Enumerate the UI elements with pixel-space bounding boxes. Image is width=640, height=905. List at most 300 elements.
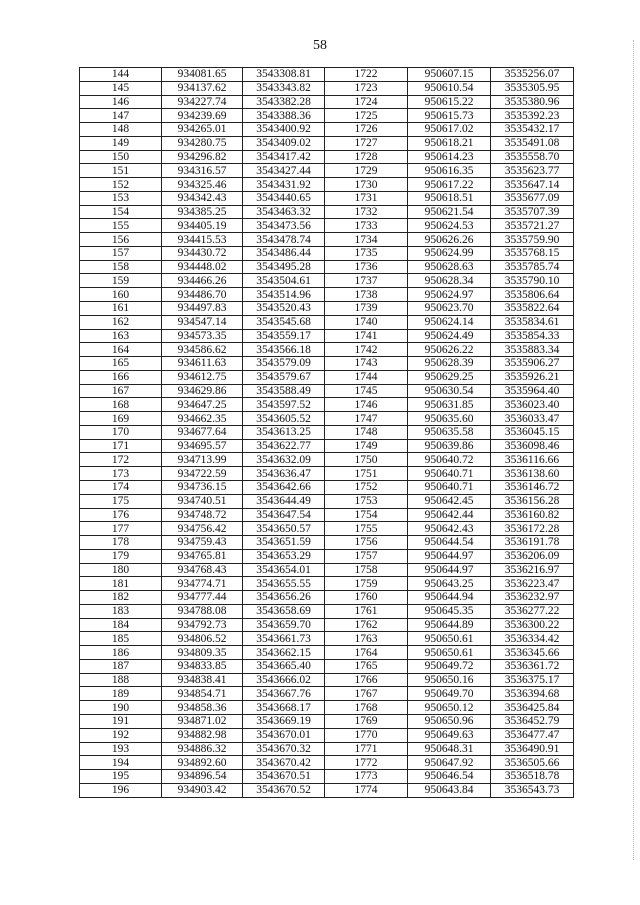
point-number-cell: 1740 xyxy=(325,315,408,329)
point-number-cell: 189 xyxy=(80,687,162,701)
y-coordinate-cell: 3543463.32 xyxy=(243,205,325,219)
table-row xyxy=(80,384,574,398)
point-number-cell: 1728 xyxy=(325,150,408,164)
point-number-cell: 1749 xyxy=(325,439,408,453)
point-number-cell: 147 xyxy=(80,109,162,123)
y-coordinate-cell: 3536300.22 xyxy=(491,618,574,632)
x-coordinate-cell: 950643.84 xyxy=(408,783,491,797)
x-coordinate-cell: 934838.41 xyxy=(162,673,243,687)
coordinates-table-body xyxy=(80,68,574,798)
point-number-cell: 1774 xyxy=(325,783,408,797)
point-number-cell: 1751 xyxy=(325,467,408,481)
table-row xyxy=(80,728,574,742)
x-coordinate-cell: 950617.02 xyxy=(408,123,491,137)
y-coordinate-cell: 3536277.22 xyxy=(491,604,574,618)
x-coordinate-cell: 950645.35 xyxy=(408,604,491,618)
y-coordinate-cell: 3543622.77 xyxy=(243,439,325,453)
x-coordinate-cell: 950630.54 xyxy=(408,384,491,398)
point-number-cell: 1761 xyxy=(325,604,408,618)
x-coordinate-cell: 950617.22 xyxy=(408,178,491,192)
table-row xyxy=(80,742,574,756)
y-coordinate-cell: 3535883.34 xyxy=(491,343,574,357)
table-row xyxy=(80,274,574,288)
point-number-cell: 1756 xyxy=(325,536,408,550)
y-coordinate-cell: 3535822.64 xyxy=(491,302,574,316)
x-coordinate-cell: 934748.72 xyxy=(162,508,243,522)
table-row xyxy=(80,467,574,481)
point-number-cell: 182 xyxy=(80,591,162,605)
point-number-cell: 160 xyxy=(80,288,162,302)
x-coordinate-cell: 934547.14 xyxy=(162,315,243,329)
x-coordinate-cell: 950624.97 xyxy=(408,288,491,302)
point-number-cell: 192 xyxy=(80,728,162,742)
y-coordinate-cell: 3543579.09 xyxy=(243,357,325,371)
table-row xyxy=(80,425,574,439)
point-number-cell: 186 xyxy=(80,646,162,660)
point-number-cell: 191 xyxy=(80,714,162,728)
y-coordinate-cell: 3543644.49 xyxy=(243,494,325,508)
y-coordinate-cell: 3535491.08 xyxy=(491,136,574,150)
table-row xyxy=(80,563,574,577)
table-row xyxy=(80,260,574,274)
x-coordinate-cell: 950628.34 xyxy=(408,274,491,288)
table-row xyxy=(80,370,574,384)
y-coordinate-cell: 3536045.15 xyxy=(491,425,574,439)
y-coordinate-cell: 3543659.70 xyxy=(243,618,325,632)
x-coordinate-cell: 950624.99 xyxy=(408,246,491,260)
y-coordinate-cell: 3543559.17 xyxy=(243,329,325,343)
point-number-cell: 193 xyxy=(80,742,162,756)
table-row xyxy=(80,150,574,164)
y-coordinate-cell: 3543431.92 xyxy=(243,178,325,192)
y-coordinate-cell: 3543343.82 xyxy=(243,81,325,95)
point-number-cell: 1747 xyxy=(325,412,408,426)
point-number-cell: 170 xyxy=(80,425,162,439)
table-row xyxy=(80,783,574,797)
point-number-cell: 180 xyxy=(80,563,162,577)
table-row xyxy=(80,673,574,687)
point-number-cell: 190 xyxy=(80,701,162,715)
x-coordinate-cell: 934448.02 xyxy=(162,260,243,274)
table-row xyxy=(80,756,574,770)
x-coordinate-cell: 934611.63 xyxy=(162,357,243,371)
table-row xyxy=(80,302,574,316)
y-coordinate-cell: 3543667.76 xyxy=(243,687,325,701)
point-number-cell: 1742 xyxy=(325,343,408,357)
x-coordinate-cell: 950649.63 xyxy=(408,728,491,742)
x-coordinate-cell: 950642.45 xyxy=(408,494,491,508)
point-number-cell: 1722 xyxy=(325,68,408,82)
x-coordinate-cell: 950650.61 xyxy=(408,632,491,646)
y-coordinate-cell: 3543308.81 xyxy=(243,68,325,82)
x-coordinate-cell: 934756.42 xyxy=(162,522,243,536)
x-coordinate-cell: 950626.22 xyxy=(408,343,491,357)
x-coordinate-cell: 950640.71 xyxy=(408,467,491,481)
y-coordinate-cell: 3543651.59 xyxy=(243,536,325,550)
y-coordinate-cell: 3536033.47 xyxy=(491,412,574,426)
point-number-cell: 1767 xyxy=(325,687,408,701)
coordinates-table xyxy=(79,67,574,798)
table-row xyxy=(80,123,574,137)
point-number-cell: 1759 xyxy=(325,577,408,591)
table-row xyxy=(80,178,574,192)
point-number-cell: 168 xyxy=(80,398,162,412)
point-number-cell: 183 xyxy=(80,604,162,618)
point-number-cell: 1725 xyxy=(325,109,408,123)
point-number-cell: 181 xyxy=(80,577,162,591)
y-coordinate-cell: 3536172.28 xyxy=(491,522,574,536)
y-coordinate-cell: 3543642.66 xyxy=(243,480,325,494)
x-coordinate-cell: 934430.72 xyxy=(162,246,243,260)
table-row xyxy=(80,246,574,260)
x-coordinate-cell: 950624.49 xyxy=(408,329,491,343)
x-coordinate-cell: 934896.54 xyxy=(162,770,243,784)
y-coordinate-cell: 3543632.09 xyxy=(243,453,325,467)
point-number-cell: 1741 xyxy=(325,329,408,343)
table-row xyxy=(80,288,574,302)
x-coordinate-cell: 950628.63 xyxy=(408,260,491,274)
page-number: 58 xyxy=(313,38,327,53)
x-coordinate-cell: 934239.69 xyxy=(162,109,243,123)
y-coordinate-cell: 3543427.44 xyxy=(243,164,325,178)
table-row xyxy=(80,439,574,453)
x-coordinate-cell: 950626.26 xyxy=(408,233,491,247)
x-coordinate-cell: 934405.19 xyxy=(162,219,243,233)
point-number-cell: 194 xyxy=(80,756,162,770)
table-row xyxy=(80,233,574,247)
x-coordinate-cell: 950649.70 xyxy=(408,687,491,701)
table-row xyxy=(80,536,574,550)
point-number-cell: 156 xyxy=(80,233,162,247)
y-coordinate-cell: 3536116.66 xyxy=(491,453,574,467)
table-row xyxy=(80,191,574,205)
y-coordinate-cell: 3543670.32 xyxy=(243,742,325,756)
y-coordinate-cell: 3536160.82 xyxy=(491,508,574,522)
x-coordinate-cell: 934296.82 xyxy=(162,150,243,164)
y-coordinate-cell: 3543605.52 xyxy=(243,412,325,426)
point-number-cell: 145 xyxy=(80,81,162,95)
x-coordinate-cell: 950607.15 xyxy=(408,68,491,82)
x-coordinate-cell: 934265.01 xyxy=(162,123,243,137)
x-coordinate-cell: 950618.21 xyxy=(408,136,491,150)
y-coordinate-cell: 3536345.66 xyxy=(491,646,574,660)
x-coordinate-cell: 950616.35 xyxy=(408,164,491,178)
x-coordinate-cell: 950628.39 xyxy=(408,357,491,371)
point-number-cell: 154 xyxy=(80,205,162,219)
table-row xyxy=(80,357,574,371)
table-row xyxy=(80,164,574,178)
table-row xyxy=(80,343,574,357)
point-number-cell: 196 xyxy=(80,783,162,797)
x-coordinate-cell: 950648.31 xyxy=(408,742,491,756)
x-coordinate-cell: 950614.23 xyxy=(408,150,491,164)
point-number-cell: 1734 xyxy=(325,233,408,247)
y-coordinate-cell: 3536425.84 xyxy=(491,701,574,715)
y-coordinate-cell: 3535964.40 xyxy=(491,384,574,398)
table-row xyxy=(80,81,574,95)
point-number-cell: 1763 xyxy=(325,632,408,646)
x-coordinate-cell: 950642.43 xyxy=(408,522,491,536)
table-row xyxy=(80,618,574,632)
point-number-cell: 1773 xyxy=(325,770,408,784)
point-number-cell: 146 xyxy=(80,95,162,109)
point-number-cell: 1733 xyxy=(325,219,408,233)
x-coordinate-cell: 934768.43 xyxy=(162,563,243,577)
point-number-cell: 159 xyxy=(80,274,162,288)
x-coordinate-cell: 934385.25 xyxy=(162,205,243,219)
point-number-cell: 184 xyxy=(80,618,162,632)
x-coordinate-cell: 950621.54 xyxy=(408,205,491,219)
table-row xyxy=(80,714,574,728)
x-coordinate-cell: 934892.60 xyxy=(162,756,243,770)
point-number-cell: 1771 xyxy=(325,742,408,756)
table-row xyxy=(80,770,574,784)
point-number-cell: 1758 xyxy=(325,563,408,577)
y-coordinate-cell: 3543504.61 xyxy=(243,274,325,288)
point-number-cell: 1726 xyxy=(325,123,408,137)
point-number-cell: 1730 xyxy=(325,178,408,192)
point-number-cell: 1735 xyxy=(325,246,408,260)
point-number-cell: 187 xyxy=(80,659,162,673)
y-coordinate-cell: 3543566.18 xyxy=(243,343,325,357)
y-coordinate-cell: 3535906.27 xyxy=(491,357,574,371)
y-coordinate-cell: 3543661.73 xyxy=(243,632,325,646)
point-number-cell: 157 xyxy=(80,246,162,260)
y-coordinate-cell: 3536518.78 xyxy=(491,770,574,784)
x-coordinate-cell: 934573.35 xyxy=(162,329,243,343)
x-coordinate-cell: 934722.59 xyxy=(162,467,243,481)
x-coordinate-cell: 934280.75 xyxy=(162,136,243,150)
x-coordinate-cell: 950610.54 xyxy=(408,81,491,95)
x-coordinate-cell: 950643.25 xyxy=(408,577,491,591)
point-number-cell: 1772 xyxy=(325,756,408,770)
y-coordinate-cell: 3536490.91 xyxy=(491,742,574,756)
y-coordinate-cell: 3536216.97 xyxy=(491,563,574,577)
y-coordinate-cell: 3535380.96 xyxy=(491,95,574,109)
x-coordinate-cell: 950644.89 xyxy=(408,618,491,632)
point-number-cell: 1736 xyxy=(325,260,408,274)
y-coordinate-cell: 3536394.68 xyxy=(491,687,574,701)
x-coordinate-cell: 950623.70 xyxy=(408,302,491,316)
x-coordinate-cell: 950615.73 xyxy=(408,109,491,123)
y-coordinate-cell: 3543613.25 xyxy=(243,425,325,439)
x-coordinate-cell: 950650.61 xyxy=(408,646,491,660)
x-coordinate-cell: 934736.15 xyxy=(162,480,243,494)
point-number-cell: 1738 xyxy=(325,288,408,302)
scan-edge-marks xyxy=(631,40,634,860)
y-coordinate-cell: 3543666.02 xyxy=(243,673,325,687)
x-coordinate-cell: 934497.83 xyxy=(162,302,243,316)
y-coordinate-cell: 3543417.42 xyxy=(243,150,325,164)
point-number-cell: 1755 xyxy=(325,522,408,536)
y-coordinate-cell: 3543658.69 xyxy=(243,604,325,618)
x-coordinate-cell: 934882.98 xyxy=(162,728,243,742)
x-coordinate-cell: 934777.44 xyxy=(162,591,243,605)
point-number-cell: 177 xyxy=(80,522,162,536)
y-coordinate-cell: 3535558.70 xyxy=(491,150,574,164)
x-coordinate-cell: 950629.25 xyxy=(408,370,491,384)
x-coordinate-cell: 934713.99 xyxy=(162,453,243,467)
x-coordinate-cell: 934765.81 xyxy=(162,549,243,563)
y-coordinate-cell: 3535785.74 xyxy=(491,260,574,274)
y-coordinate-cell: 3543478.74 xyxy=(243,233,325,247)
point-number-cell: 171 xyxy=(80,439,162,453)
point-number-cell: 151 xyxy=(80,164,162,178)
y-coordinate-cell: 3535392.23 xyxy=(491,109,574,123)
y-coordinate-cell: 3543670.42 xyxy=(243,756,325,770)
point-number-cell: 1724 xyxy=(325,95,408,109)
x-coordinate-cell: 934081.65 xyxy=(162,68,243,82)
table-row xyxy=(80,412,574,426)
y-coordinate-cell: 3535707.39 xyxy=(491,205,574,219)
point-number-cell: 1765 xyxy=(325,659,408,673)
point-number-cell: 161 xyxy=(80,302,162,316)
table-row xyxy=(80,453,574,467)
x-coordinate-cell: 950618.51 xyxy=(408,191,491,205)
y-coordinate-cell: 3536375.17 xyxy=(491,673,574,687)
x-coordinate-cell: 934677.64 xyxy=(162,425,243,439)
x-coordinate-cell: 934612.75 xyxy=(162,370,243,384)
point-number-cell: 1764 xyxy=(325,646,408,660)
y-coordinate-cell: 3543440.65 xyxy=(243,191,325,205)
x-coordinate-cell: 950649.72 xyxy=(408,659,491,673)
x-coordinate-cell: 934586.62 xyxy=(162,343,243,357)
point-number-cell: 1723 xyxy=(325,81,408,95)
table-row xyxy=(80,577,574,591)
y-coordinate-cell: 3543665.40 xyxy=(243,659,325,673)
table-row xyxy=(80,109,574,123)
y-coordinate-cell: 3536361.72 xyxy=(491,659,574,673)
point-number-cell: 1753 xyxy=(325,494,408,508)
y-coordinate-cell: 3536098.46 xyxy=(491,439,574,453)
table-row xyxy=(80,549,574,563)
y-coordinate-cell: 3543647.54 xyxy=(243,508,325,522)
y-coordinate-cell: 3543670.51 xyxy=(243,770,325,784)
point-number-cell: 1757 xyxy=(325,549,408,563)
y-coordinate-cell: 3543520.43 xyxy=(243,302,325,316)
y-coordinate-cell: 3535647.14 xyxy=(491,178,574,192)
x-coordinate-cell: 950644.97 xyxy=(408,563,491,577)
y-coordinate-cell: 3543655.55 xyxy=(243,577,325,591)
y-coordinate-cell: 3535759.90 xyxy=(491,233,574,247)
y-coordinate-cell: 3535677.09 xyxy=(491,191,574,205)
point-number-cell: 166 xyxy=(80,370,162,384)
y-coordinate-cell: 3535806.64 xyxy=(491,288,574,302)
y-coordinate-cell: 3543388.36 xyxy=(243,109,325,123)
point-number-cell: 144 xyxy=(80,68,162,82)
y-coordinate-cell: 3535623.77 xyxy=(491,164,574,178)
point-number-cell: 153 xyxy=(80,191,162,205)
x-coordinate-cell: 950650.96 xyxy=(408,714,491,728)
y-coordinate-cell: 3543662.15 xyxy=(243,646,325,660)
point-number-cell: 163 xyxy=(80,329,162,343)
table-row xyxy=(80,315,574,329)
point-number-cell: 1762 xyxy=(325,618,408,632)
point-number-cell: 1729 xyxy=(325,164,408,178)
y-coordinate-cell: 3535768.15 xyxy=(491,246,574,260)
x-coordinate-cell: 950644.94 xyxy=(408,591,491,605)
x-coordinate-cell: 950650.12 xyxy=(408,701,491,715)
y-coordinate-cell: 3535926.21 xyxy=(491,370,574,384)
y-coordinate-cell: 3543588.49 xyxy=(243,384,325,398)
y-coordinate-cell: 3536334.42 xyxy=(491,632,574,646)
y-coordinate-cell: 3536477.47 xyxy=(491,728,574,742)
y-coordinate-cell: 3535432.17 xyxy=(491,123,574,137)
x-coordinate-cell: 934466.26 xyxy=(162,274,243,288)
y-coordinate-cell: 3543382.28 xyxy=(243,95,325,109)
table-row xyxy=(80,604,574,618)
x-coordinate-cell: 950624.53 xyxy=(408,219,491,233)
x-coordinate-cell: 950624.14 xyxy=(408,315,491,329)
table-row xyxy=(80,646,574,660)
table-row xyxy=(80,508,574,522)
point-number-cell: 1739 xyxy=(325,302,408,316)
y-coordinate-cell: 3543656.26 xyxy=(243,591,325,605)
x-coordinate-cell: 934227.74 xyxy=(162,95,243,109)
x-coordinate-cell: 934137.62 xyxy=(162,81,243,95)
x-coordinate-cell: 934647.25 xyxy=(162,398,243,412)
x-coordinate-cell: 950640.72 xyxy=(408,453,491,467)
point-number-cell: 155 xyxy=(80,219,162,233)
x-coordinate-cell: 950631.85 xyxy=(408,398,491,412)
point-number-cell: 174 xyxy=(80,480,162,494)
x-coordinate-cell: 934695.57 xyxy=(162,439,243,453)
point-number-cell: 1754 xyxy=(325,508,408,522)
point-number-cell: 149 xyxy=(80,136,162,150)
y-coordinate-cell: 3535256.07 xyxy=(491,68,574,82)
x-coordinate-cell: 950615.22 xyxy=(408,95,491,109)
y-coordinate-cell: 3536156.28 xyxy=(491,494,574,508)
y-coordinate-cell: 3543653.29 xyxy=(243,549,325,563)
x-coordinate-cell: 934316.57 xyxy=(162,164,243,178)
point-number-cell: 1748 xyxy=(325,425,408,439)
x-coordinate-cell: 950635.58 xyxy=(408,425,491,439)
table-row xyxy=(80,522,574,536)
x-coordinate-cell: 934662.35 xyxy=(162,412,243,426)
y-coordinate-cell: 3543654.01 xyxy=(243,563,325,577)
x-coordinate-cell: 934788.08 xyxy=(162,604,243,618)
y-coordinate-cell: 3543597.52 xyxy=(243,398,325,412)
y-coordinate-cell: 3536023.40 xyxy=(491,398,574,412)
y-coordinate-cell: 3543486.44 xyxy=(243,246,325,260)
y-coordinate-cell: 3543400.92 xyxy=(243,123,325,137)
y-coordinate-cell: 3536138.60 xyxy=(491,467,574,481)
x-coordinate-cell: 934415.53 xyxy=(162,233,243,247)
point-number-cell: 1745 xyxy=(325,384,408,398)
y-coordinate-cell: 3536232.97 xyxy=(491,591,574,605)
point-number-cell: 1760 xyxy=(325,591,408,605)
x-coordinate-cell: 934833.85 xyxy=(162,659,243,673)
x-coordinate-cell: 934774.71 xyxy=(162,577,243,591)
table-row xyxy=(80,632,574,646)
y-coordinate-cell: 3543668.17 xyxy=(243,701,325,715)
y-coordinate-cell: 3543579.67 xyxy=(243,370,325,384)
point-number-cell: 148 xyxy=(80,123,162,137)
x-coordinate-cell: 934759.43 xyxy=(162,536,243,550)
table-row xyxy=(80,136,574,150)
point-number-cell: 169 xyxy=(80,412,162,426)
point-number-cell: 167 xyxy=(80,384,162,398)
x-coordinate-cell: 934486.70 xyxy=(162,288,243,302)
table-row xyxy=(80,398,574,412)
y-coordinate-cell: 3535854.33 xyxy=(491,329,574,343)
point-number-cell: 176 xyxy=(80,508,162,522)
point-number-cell: 1770 xyxy=(325,728,408,742)
x-coordinate-cell: 950642.44 xyxy=(408,508,491,522)
x-coordinate-cell: 934854.71 xyxy=(162,687,243,701)
x-coordinate-cell: 950644.97 xyxy=(408,549,491,563)
point-number-cell: 175 xyxy=(80,494,162,508)
